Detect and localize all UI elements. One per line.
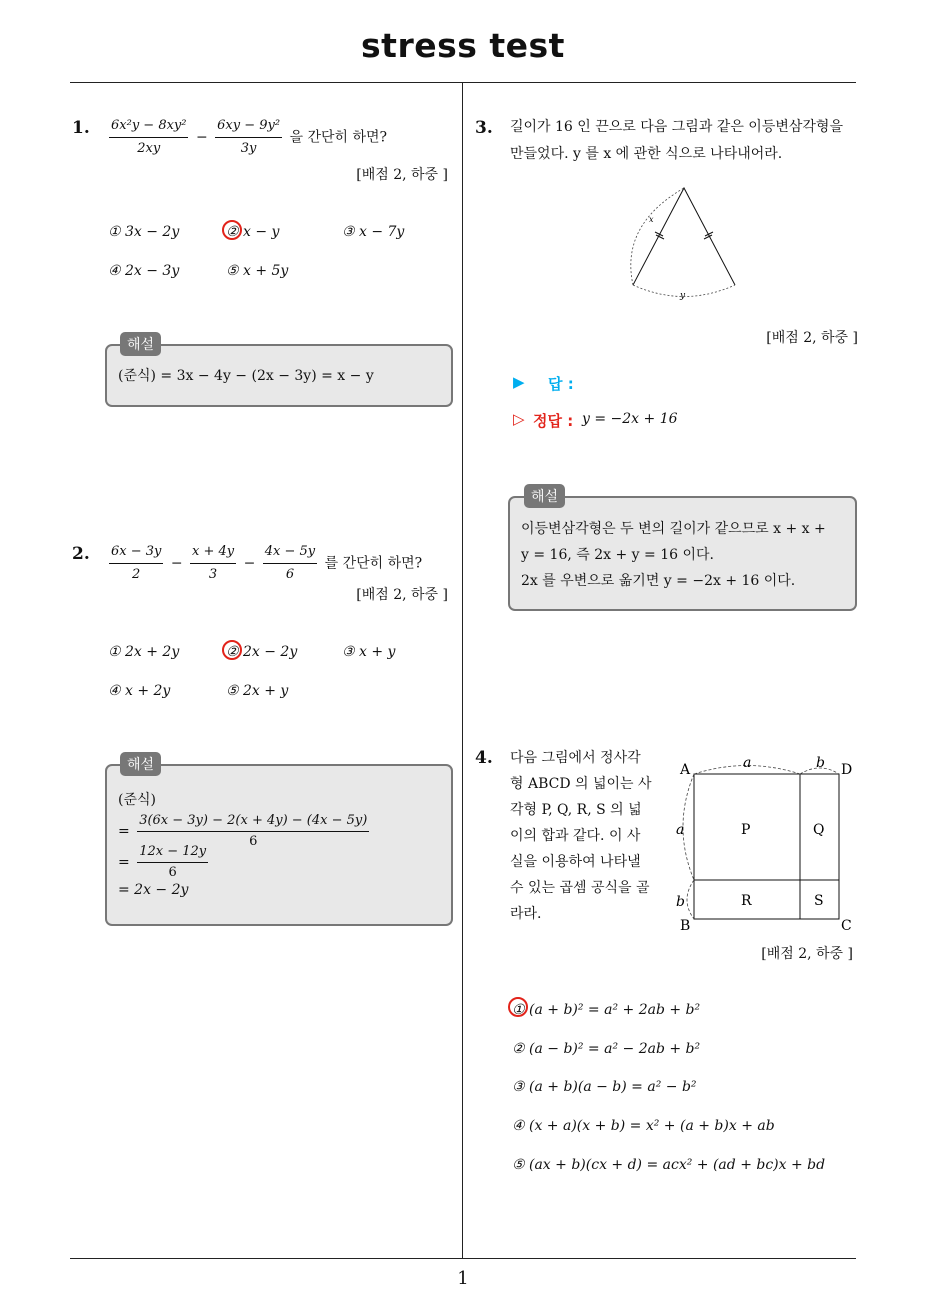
q3-explanation-line-2: y = 16, 즉 2x + y = 16 이다. bbox=[521, 547, 714, 563]
q2-explanation-step-1: = $\frac{3(6x - 3y) - 2(x + 4y) - (4x - 5y)}{6}$ bbox=[118, 813, 368, 849]
q2-fraction-1: $\frac{6x - 3y}{2}$ bbox=[111, 544, 162, 582]
header-rule bbox=[70, 82, 856, 83]
q4-text-line-2: 형 ABCD 의 넓이는 사 bbox=[510, 776, 652, 792]
q3-correct-marker: ▷ bbox=[513, 410, 525, 428]
q4-option-4[interactable]: ④ (x + a)(x + b) = x² + (a + b)x + ab bbox=[512, 1118, 775, 1134]
q2-explanation-line-1: (준식) bbox=[118, 792, 156, 808]
region-q-label: Q bbox=[813, 822, 825, 838]
q1-fraction-2: $\frac{\text{6xy − 9y²}}{3y}$ bbox=[217, 118, 281, 156]
q1-question: $\frac{\text{6x²y − 8xy²}}{2xy}$ − $\frac{\text{6xy − 9y²}}{3y}$ 을 간단히 하면? bbox=[106, 116, 387, 159]
q1-fraction-1: $\frac{\text{6x²y − 8xy²}}{2xy}$ bbox=[111, 118, 187, 156]
q4-number: 4. bbox=[475, 748, 493, 768]
q3-text-line-2: 만들었다. y 를 x 에 관한 식으로 나타내어라. bbox=[510, 146, 783, 162]
q1-option-2[interactable]: ② x − y bbox=[226, 224, 280, 240]
q2-explanation-label: 해설 bbox=[120, 752, 161, 776]
q4-score: [배점 2, 하중 ] bbox=[761, 946, 853, 962]
q1-score: [배점 2, 하중 ] bbox=[356, 167, 448, 183]
left-b-label: b bbox=[676, 894, 685, 910]
q2-fraction-2: $\frac{x + 4y}{3}$ bbox=[192, 544, 235, 582]
q2-question: $\frac{6x - 3y}{2}$ − $\frac{x + 4y}{3}$ − $\frac{4x - 5y}{6}$ 를 간단히 하면? bbox=[106, 542, 422, 585]
triangle-sides bbox=[633, 188, 735, 285]
q2-selected-answer-mark bbox=[222, 640, 242, 660]
q2-option-1[interactable]: ① 2x + 2y bbox=[108, 644, 180, 660]
q4-option-2[interactable]: ② (a − b)² = a² − 2ab + b² bbox=[512, 1041, 701, 1057]
figure-label-y: y bbox=[680, 291, 686, 301]
column-divider bbox=[462, 83, 463, 1258]
q3-explanation-line-3: 2x 를 우변으로 옮기면 y = −2x + 16 이다. bbox=[521, 573, 796, 589]
q3-explanation-label: 해설 bbox=[524, 484, 565, 508]
q2-number: 2. bbox=[72, 544, 90, 564]
q2-option-3[interactable]: ③ x + y bbox=[342, 644, 396, 660]
q1-selected-answer-mark bbox=[222, 220, 242, 240]
page-number: 1 bbox=[457, 1268, 469, 1289]
q2-explanation-result: = 2x − 2y bbox=[118, 882, 189, 898]
q1-option-4[interactable]: ④ 2x − 3y bbox=[108, 263, 180, 279]
q3-number: 3. bbox=[475, 118, 493, 138]
q3-answer-label: 답 : bbox=[548, 375, 574, 393]
q2-score: [배점 2, 하중 ] bbox=[356, 587, 448, 603]
page-title: stress test bbox=[361, 26, 565, 65]
q4-text-line-7: 라라. bbox=[510, 906, 542, 922]
q1-option-5[interactable]: ⑤ x + 5y bbox=[226, 263, 289, 279]
q4-text-line-1: 다음 그림에서 정사각 bbox=[510, 750, 641, 766]
left-a-label: a bbox=[676, 822, 685, 838]
q2-suffix: 를 간단히 하면? bbox=[324, 555, 423, 572]
region-p-label: P bbox=[741, 822, 751, 838]
q2-option-2[interactable]: ② 2x − 2y bbox=[226, 644, 298, 660]
vertex-b-label: B bbox=[680, 918, 691, 934]
q3-explanation-line-1: 이등변삼각형은 두 변의 길이가 같으므로 x + x + bbox=[521, 521, 826, 537]
q1-explanation-label: 해설 bbox=[120, 332, 161, 356]
q1-option-3[interactable]: ③ x − 7y bbox=[342, 224, 405, 240]
q4-square-figure bbox=[670, 752, 860, 937]
q3-answer-marker: ▶ bbox=[513, 373, 525, 391]
q3-correct-value: y = −2x + 16 bbox=[582, 411, 678, 427]
q3-correct-label: 정답 : bbox=[533, 412, 574, 430]
top-a-label: a bbox=[743, 755, 752, 771]
q2-option-5[interactable]: ⑤ 2x + y bbox=[226, 683, 289, 699]
region-r-label: R bbox=[741, 893, 752, 909]
q4-text-line-6: 수 있는 곱셈 공식을 골 bbox=[510, 880, 650, 896]
q4-text-line-3: 각형 P, Q, R, S 의 넓 bbox=[510, 802, 642, 818]
q2-fraction-3: $\frac{4x - 5y}{6}$ bbox=[264, 544, 316, 582]
q1-option-1[interactable]: ① 3x − 2y bbox=[108, 224, 180, 240]
q4-selected-answer-mark bbox=[508, 997, 528, 1017]
figure-label-x: x bbox=[649, 215, 654, 224]
q3-triangle-figure bbox=[625, 180, 745, 305]
left-b-dashed-arc bbox=[687, 880, 694, 919]
vertex-d-label: D bbox=[841, 762, 853, 778]
q3-text-line-1: 길이가 16 인 끈으로 다음 그림과 같은 이등변삼각형을 bbox=[510, 119, 843, 135]
q3-score: [배점 2, 하중 ] bbox=[766, 330, 858, 346]
q1-number: 1. bbox=[72, 118, 90, 138]
q4-option-5[interactable]: ⑤ (ax + b)(cx + d) = acx² + (ad + bc)x + bd bbox=[512, 1157, 826, 1173]
vertex-c-label: C bbox=[841, 918, 852, 934]
q2-explanation-step-2: = $\frac{12x - 12y}{6}$ bbox=[118, 844, 207, 880]
region-s-label: S bbox=[814, 893, 824, 909]
q4-option-1[interactable]: ① (a + b)² = a² + 2ab + b² bbox=[512, 1002, 701, 1018]
q4-text-line-4: 이의 합과 같다. 이 사 bbox=[510, 828, 641, 844]
q4-option-3[interactable]: ③ (a + b)(a − b) = a² − b² bbox=[512, 1079, 697, 1095]
top-b-label: b bbox=[816, 755, 825, 771]
q2-option-4[interactable]: ④ x + 2y bbox=[108, 683, 171, 699]
vertex-a-label: A bbox=[680, 762, 691, 778]
footer-rule bbox=[70, 1258, 856, 1259]
q4-text-line-5: 실을 이용하여 나타낼 bbox=[510, 854, 641, 870]
left-a-dashed-arc bbox=[683, 774, 694, 880]
q1-suffix: 을 간단히 하면? bbox=[289, 129, 388, 146]
q1-explanation-text: (준식) = 3x − 4y − (2x − 3y) = x − y bbox=[118, 368, 374, 384]
